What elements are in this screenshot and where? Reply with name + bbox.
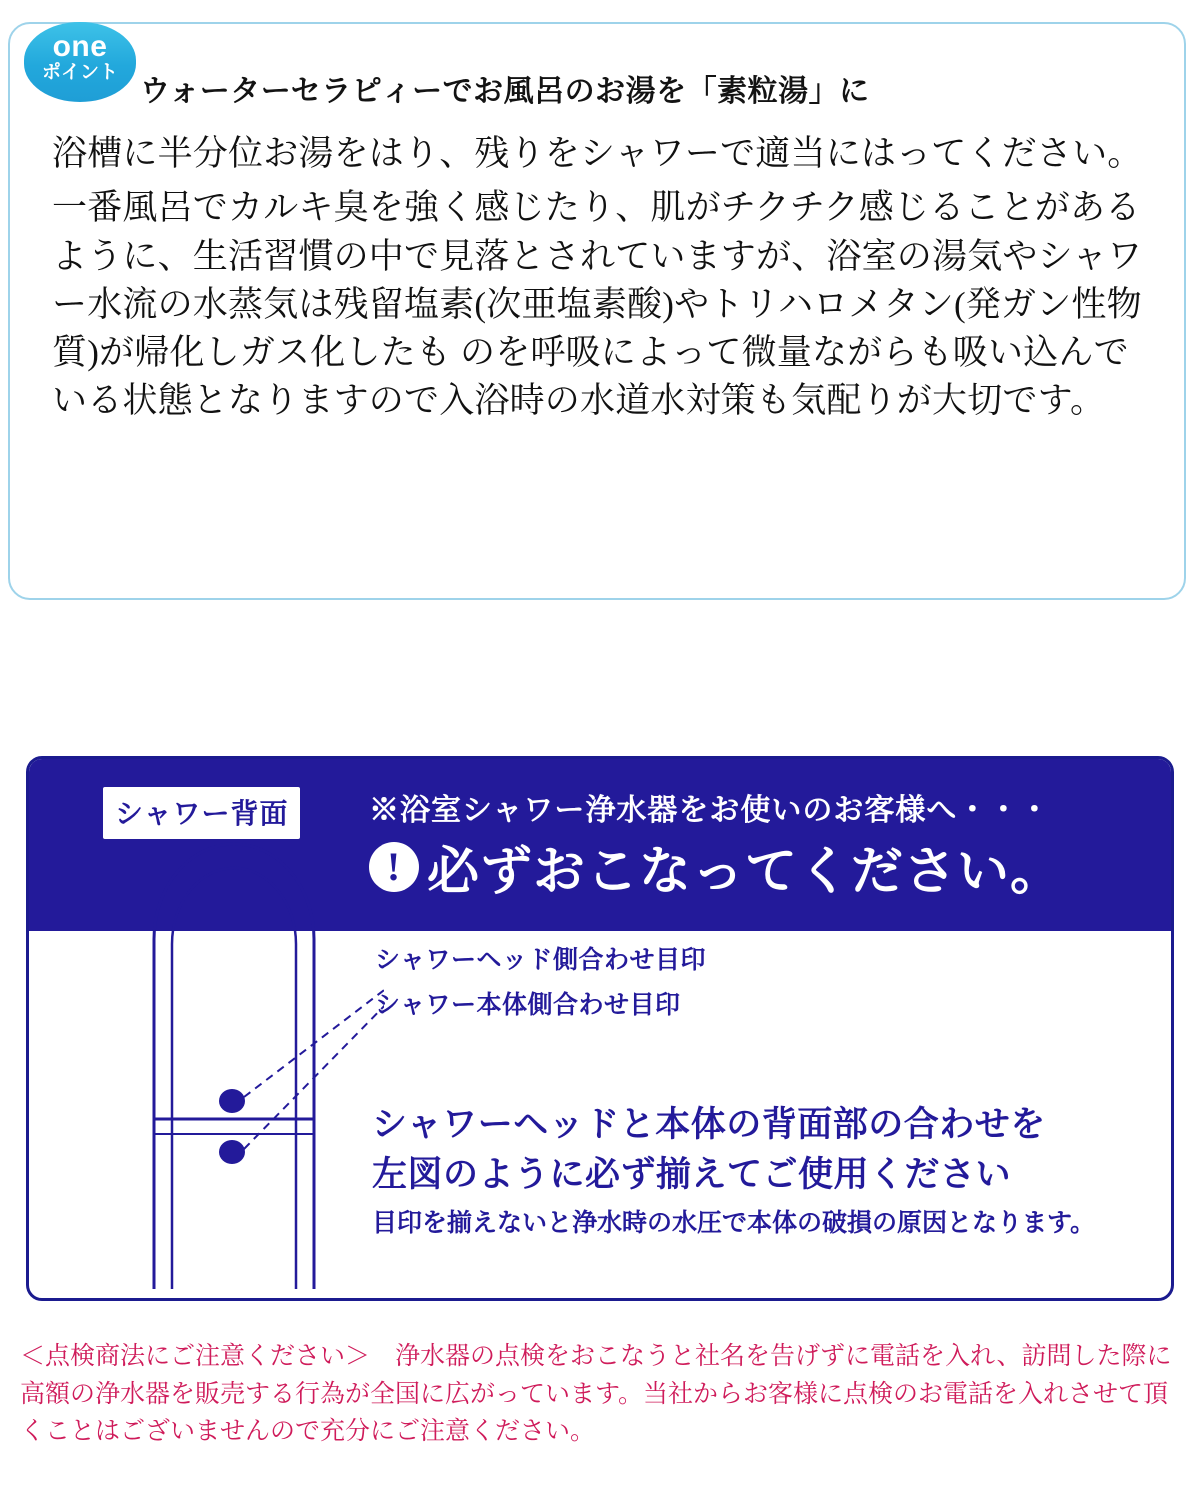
footer-warning-text: ＜点検商法にご注意ください＞ 浄水器の点検をおこなうと社名を告げずに電話を入れ、訪問した際に高額の浄水器を販売する行為が全国に広がっています。当社からお客様に点検のお電話を入れさせて頂くことはございませんので充分にご注意ください。 (20, 1343, 1172, 1445)
onepoint-paragraph-2: 一番風呂でカルキ臭を強く感じたり、肌がチクチク感じることがあるように、生活習慣の中で見落とされていますが、浴室の湯気やシャワー水流の水蒸気は残留塩素(次亜塩素酸)やトリハロメタン(発ガン性物質)が帰化しガス化したも のを呼吸によって微量ながらも吸い込んでいる状態となりますので入浴時の水道水対策も気配りが大切です。 (52, 188, 1143, 421)
instruction-note: 目印を揃えないと浄水時の水圧で本体の破損の原因となります。 (372, 1209, 1096, 1237)
onepoint-badge-line1: one (52, 30, 108, 63)
onepoint-box (8, 22, 1186, 600)
shower-head-diagram (84, 789, 384, 1289)
onepoint-badge-line2: ポイント (41, 61, 118, 83)
onepoint-paragraph-1: 浴槽に半分位お湯をはり、残りをシャワーで適当にはってください。 (52, 134, 1143, 173)
callout-shower-head-mark: シャワーヘッド側合わせ目印 (375, 946, 707, 974)
notice-subheading: ※浴室シャワー浄水器をお使いのお客様へ・・・ (369, 794, 1051, 827)
shower-back-tag: シャワー背面 (103, 787, 300, 839)
onepoint-badge (24, 22, 136, 102)
notice-main-heading (369, 829, 1063, 904)
notice-main-heading-text: 必ずおこなってください。 (427, 843, 1064, 901)
instruction-line-2: 左図のように必ず揃えてご使用ください (372, 1155, 1012, 1194)
callout-shower-body-mark: シャワー本体側合わせ目印 (375, 991, 681, 1019)
instruction-line-1: シャワーヘッドと本体の背面部の合わせを (372, 1105, 1046, 1144)
alignment-dot-head (219, 1089, 245, 1113)
alignment-dot-body (219, 1140, 245, 1164)
onepoint-heading: ウォーターセラピィーでお風呂のお湯を「素粒湯」に (140, 75, 870, 108)
onepoint-body (52, 130, 1158, 432)
exclamation-icon: ! (369, 842, 419, 892)
